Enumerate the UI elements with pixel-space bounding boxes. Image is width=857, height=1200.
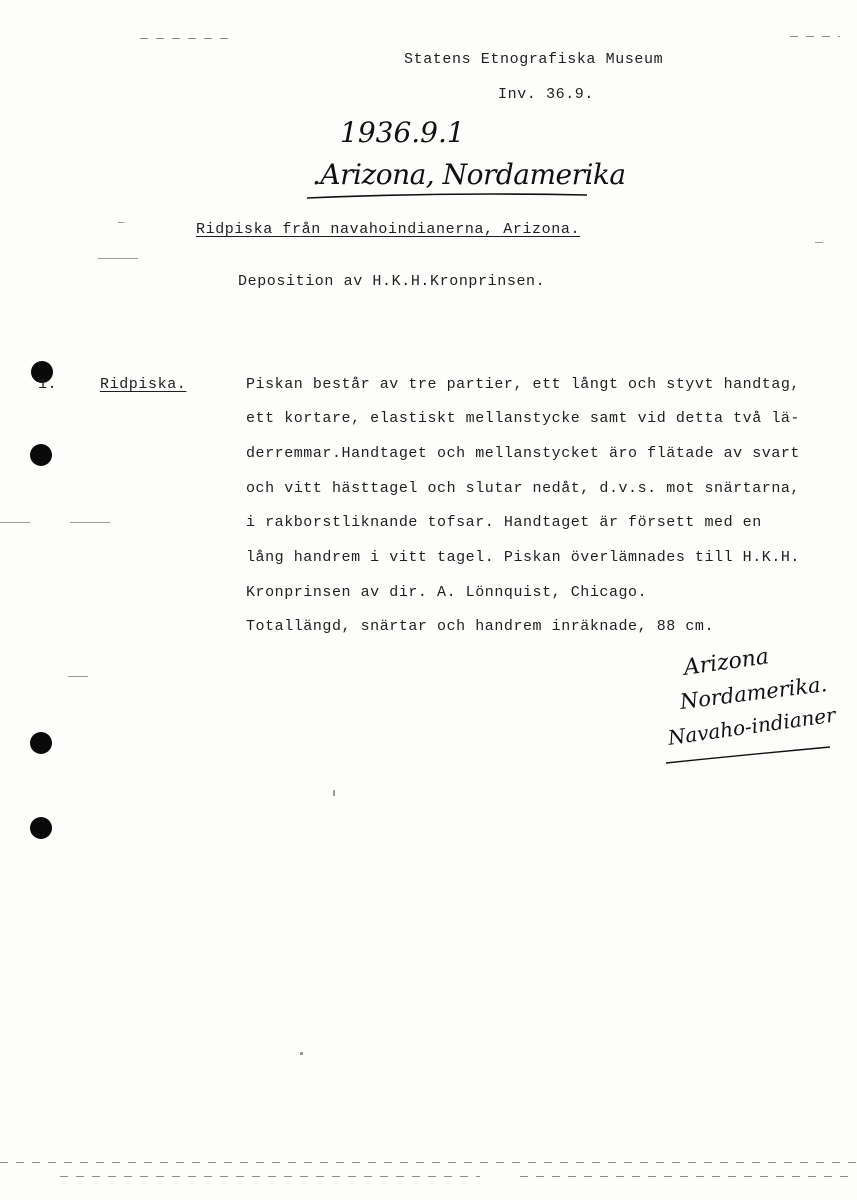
margin-note-underline: [664, 745, 834, 767]
scan-speck: [0, 522, 30, 523]
entry-text-line: lång handrem i vitt tagel. Piskan överlämnades till H.K.H.: [246, 549, 800, 566]
inventory-number: Inv. 36.9.: [498, 86, 595, 103]
entry-text-line: Piskan består av tre partier, ett långt och styvt handtag,: [246, 376, 800, 393]
entry-label: Ridpiska.: [100, 376, 187, 393]
entry-text-line: i rakborstliknande tofsar. Handtaget är försett med en: [246, 514, 762, 531]
margin-note-line-2: Nordamerika.: [678, 672, 829, 714]
margin-note-line-3: Navaho-indianer: [666, 702, 838, 750]
entry-text-line: Totallängd, snärtar och handrem inräknade, 88 cm.: [246, 618, 715, 635]
scan-noise-top: [140, 38, 230, 39]
institution-name: Statens Etnografiska Museum: [404, 51, 664, 68]
scan-speck: [68, 676, 88, 677]
handwritten-catalog-number: 1936.9.1: [340, 116, 465, 149]
scan-noise-top-right: [790, 36, 840, 37]
scan-noise-bottom-3: [520, 1176, 850, 1177]
document-title: Ridpiska från navahoindianerna, Arizona.: [196, 221, 581, 238]
entry-text-line: och vitt hästtagel och slutar nedåt, d.v.s. mot snärtarna,: [246, 480, 800, 497]
deposition-line: Deposition av H.K.H.Kronprinsen.: [238, 273, 546, 290]
scan-speck: [98, 258, 138, 259]
entry-text-line: derremmar.Handtaget och mellanstycket äro flätade av svart: [246, 445, 800, 462]
scan-noise-bottom: [0, 1162, 857, 1163]
punch-hole-3: [30, 732, 52, 754]
scan-speck: [815, 242, 823, 243]
handwritten-location: .Arizona, Nordamerika: [312, 158, 626, 191]
scan-speck: [333, 790, 335, 796]
margin-note-line-1: Arizona: [682, 644, 771, 681]
punch-hole-2: [30, 444, 52, 466]
scan-speck: [118, 222, 124, 223]
punch-hole-4: [30, 817, 52, 839]
entry-number: 1.: [38, 376, 58, 393]
scan-noise-bottom-2: [60, 1176, 480, 1177]
entry-text-line: ett kortare, elastiskt mellanstycke samt vid detta två lä-: [246, 410, 800, 427]
handwritten-underline: [305, 190, 590, 202]
scan-speck: [70, 522, 110, 523]
entry-text-line: Kronprinsen av dir. A. Lönnquist, Chicago.: [246, 584, 648, 601]
scan-speck: [300, 1052, 303, 1055]
